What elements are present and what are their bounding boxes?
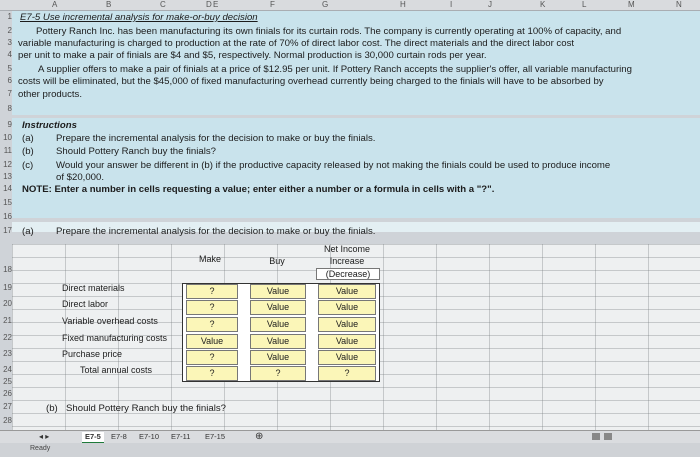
make-total-input[interactable]: ? [186, 366, 238, 381]
buy-fixed-manufacturing-input[interactable]: Value [250, 334, 306, 349]
row-number[interactable]: 21 [3, 316, 12, 325]
instruction-num: (c) [22, 160, 34, 171]
row-number[interactable]: 24 [3, 365, 12, 374]
buy-total-input[interactable]: ? [250, 366, 306, 381]
row-number[interactable]: 14 [3, 184, 12, 193]
col-header-m[interactable]: M [628, 0, 635, 9]
row-number[interactable]: 2 [7, 26, 12, 35]
row-number[interactable]: 15 [3, 198, 12, 207]
row-number[interactable]: 16 [3, 212, 12, 221]
row-number[interactable]: 9 [7, 120, 12, 129]
col-header-i[interactable]: I [450, 0, 453, 9]
sheet-tab-e7-11[interactable]: E7-11 [171, 432, 191, 441]
problem-line[interactable]: variable manufacturing is charged to production at the rate of 70% of direct labor cost. The direct materials and the direct labor cost [18, 38, 575, 49]
row-number[interactable]: 11 [3, 146, 12, 155]
add-sheet-icon[interactable]: ⊕ [255, 431, 264, 442]
scroll-left-icon[interactable] [592, 433, 600, 440]
make-fixed-manufacturing-input[interactable]: Value [186, 334, 238, 349]
col-header-j[interactable]: J [488, 0, 492, 9]
row-label-direct-labor[interactable]: Direct labor [62, 299, 109, 309]
col-header-l[interactable]: L [582, 0, 587, 9]
header-make[interactable]: Make [198, 254, 221, 264]
instruction-num: (b) [22, 146, 34, 157]
col-header-g[interactable]: G [322, 0, 329, 9]
col-header-f[interactable]: F [270, 0, 275, 9]
net-total-input[interactable]: ? [318, 366, 376, 381]
make-purchase-price-input[interactable]: ? [186, 350, 238, 365]
row-number[interactable]: 20 [3, 299, 12, 308]
row-label-variable-overhead[interactable]: Variable overhead costs [62, 316, 158, 326]
make-direct-labor-input[interactable]: ? [186, 300, 238, 315]
col-header-a[interactable]: A [52, 0, 58, 9]
problem-line[interactable]: costs will be eliminated, but the $45,000 of fixed manufacturing overhead currently being charged to the finials will have to be absorbed by [18, 76, 604, 87]
row-number[interactable]: 23 [3, 349, 12, 358]
sheet-tab-e7-5[interactable]: E7-5 [82, 432, 104, 444]
scroll-right-icon[interactable] [604, 433, 612, 440]
sheet-tab-bar [0, 430, 700, 443]
part-b-label: (b) [46, 403, 58, 414]
row-number[interactable]: 17 [3, 226, 12, 235]
col-header-k[interactable]: K [540, 0, 546, 9]
problem-line[interactable]: per unit to make a pair of finials are $4 and $5, respectively. Normal production is 30,000 curtain rods per year. [18, 50, 487, 61]
col-header-n[interactable]: N [676, 0, 682, 9]
row-number[interactable]: 1 [7, 12, 12, 21]
header-net-income[interactable]: Net Income [323, 244, 371, 254]
sheet-tab-e7-15[interactable]: E7-15 [205, 432, 226, 441]
row-number[interactable]: 25 [3, 377, 12, 386]
problem-line[interactable]: A supplier offers to make a pair of finials at a price of $12.95 per unit. If Pottery Ranch accepts the supplier's offer, all variable manufacturing [38, 64, 632, 75]
buy-variable-overhead-input[interactable]: Value [250, 317, 306, 332]
status-text: Ready [30, 445, 51, 452]
net-direct-materials-input[interactable]: Value [318, 284, 376, 299]
header-increase[interactable]: Increase [329, 256, 365, 266]
row-number[interactable]: 3 [7, 38, 12, 47]
status-bar [0, 443, 700, 457]
col-header-e[interactable]: E [213, 0, 219, 9]
make-direct-materials-input[interactable]: ? [186, 284, 238, 299]
header-decrease[interactable]: (Decrease) [316, 268, 380, 280]
net-purchase-price-input[interactable]: Value [318, 350, 376, 365]
column-header-bar [0, 0, 700, 11]
row-label-total-annual-costs[interactable]: Total annual costs [80, 365, 153, 375]
buy-direct-labor-input[interactable]: Value [250, 300, 306, 315]
problem-line[interactable]: other products. [18, 89, 82, 100]
row-label-fixed-manufacturing[interactable]: Fixed manufacturing costs [62, 333, 168, 343]
row-number[interactable]: 10 [3, 133, 12, 142]
note-text[interactable]: NOTE: Enter a number in cells requesting a value; enter either a number or a formula in cells with a "?". [22, 184, 495, 195]
col-header-h[interactable]: H [400, 0, 406, 9]
row-number[interactable]: 27 [3, 402, 12, 411]
instruction-text[interactable]: Should Pottery Ranch buy the finials? [56, 146, 216, 157]
col-header-c[interactable]: C [160, 0, 166, 9]
row-number[interactable]: 7 [7, 89, 12, 98]
instructions-heading[interactable]: Instructions [22, 120, 77, 131]
instruction-text[interactable]: Prepare the incremental analysis for the decision to make or buy the finials. [56, 133, 376, 144]
problem-line[interactable]: Pottery Ranch Inc. has been manufacturing its own finials for its curtain rods. The company is currently operating at 100% of capacity, and [36, 26, 622, 37]
row-number[interactable]: 5 [7, 64, 12, 73]
col-header-b[interactable]: B [106, 0, 112, 9]
row-label-purchase-price[interactable]: Purchase price [62, 349, 123, 359]
net-variable-overhead-input[interactable]: Value [318, 317, 376, 332]
instruction-text[interactable]: Would your answer be different in (b) if the productive capacity released by not making the finials could be used to produce income [56, 160, 611, 171]
row-number[interactable]: 28 [3, 416, 12, 425]
row-number[interactable]: 8 [7, 104, 12, 113]
part-a-label: (a) [22, 226, 34, 237]
instruction-text[interactable]: of $20,000. [56, 172, 105, 183]
exercise-title[interactable]: E7-5 Use incremental analysis for make-or-buy decision [20, 12, 258, 23]
row-number[interactable]: 19 [3, 283, 12, 292]
buy-direct-materials-input[interactable]: Value [250, 284, 306, 299]
header-buy[interactable]: Buy [269, 256, 285, 266]
row-number[interactable]: 6 [7, 76, 12, 85]
row-number[interactable]: 4 [7, 50, 12, 59]
row-label-direct-materials[interactable]: Direct materials [62, 283, 125, 293]
sheet-nav-arrows-icon[interactable]: ◂ ▸ [39, 432, 50, 441]
row-number[interactable]: 18 [3, 265, 12, 274]
row-number[interactable]: 12 [3, 160, 12, 169]
row-number[interactable]: 22 [3, 333, 12, 342]
part-a-text[interactable]: Prepare the incremental analysis for the decision to make or buy the finials. [56, 226, 376, 237]
sheet-tab-e7-8[interactable]: E7-8 [111, 432, 127, 441]
instruction-num: (a) [22, 133, 34, 144]
make-variable-overhead-input[interactable]: ? [186, 317, 238, 332]
net-fixed-manufacturing-input[interactable]: Value [318, 334, 376, 349]
row-number[interactable]: 26 [3, 389, 12, 398]
col-header-d[interactable]: D [206, 0, 212, 9]
row-number[interactable]: 13 [3, 172, 12, 181]
part-b-text[interactable]: Should Pottery Ranch buy the finials? [66, 403, 226, 414]
net-direct-labor-input[interactable]: Value [318, 300, 376, 315]
sheet-tab-e7-10[interactable]: E7-10 [139, 432, 160, 441]
buy-purchase-price-input[interactable]: Value [250, 350, 306, 365]
